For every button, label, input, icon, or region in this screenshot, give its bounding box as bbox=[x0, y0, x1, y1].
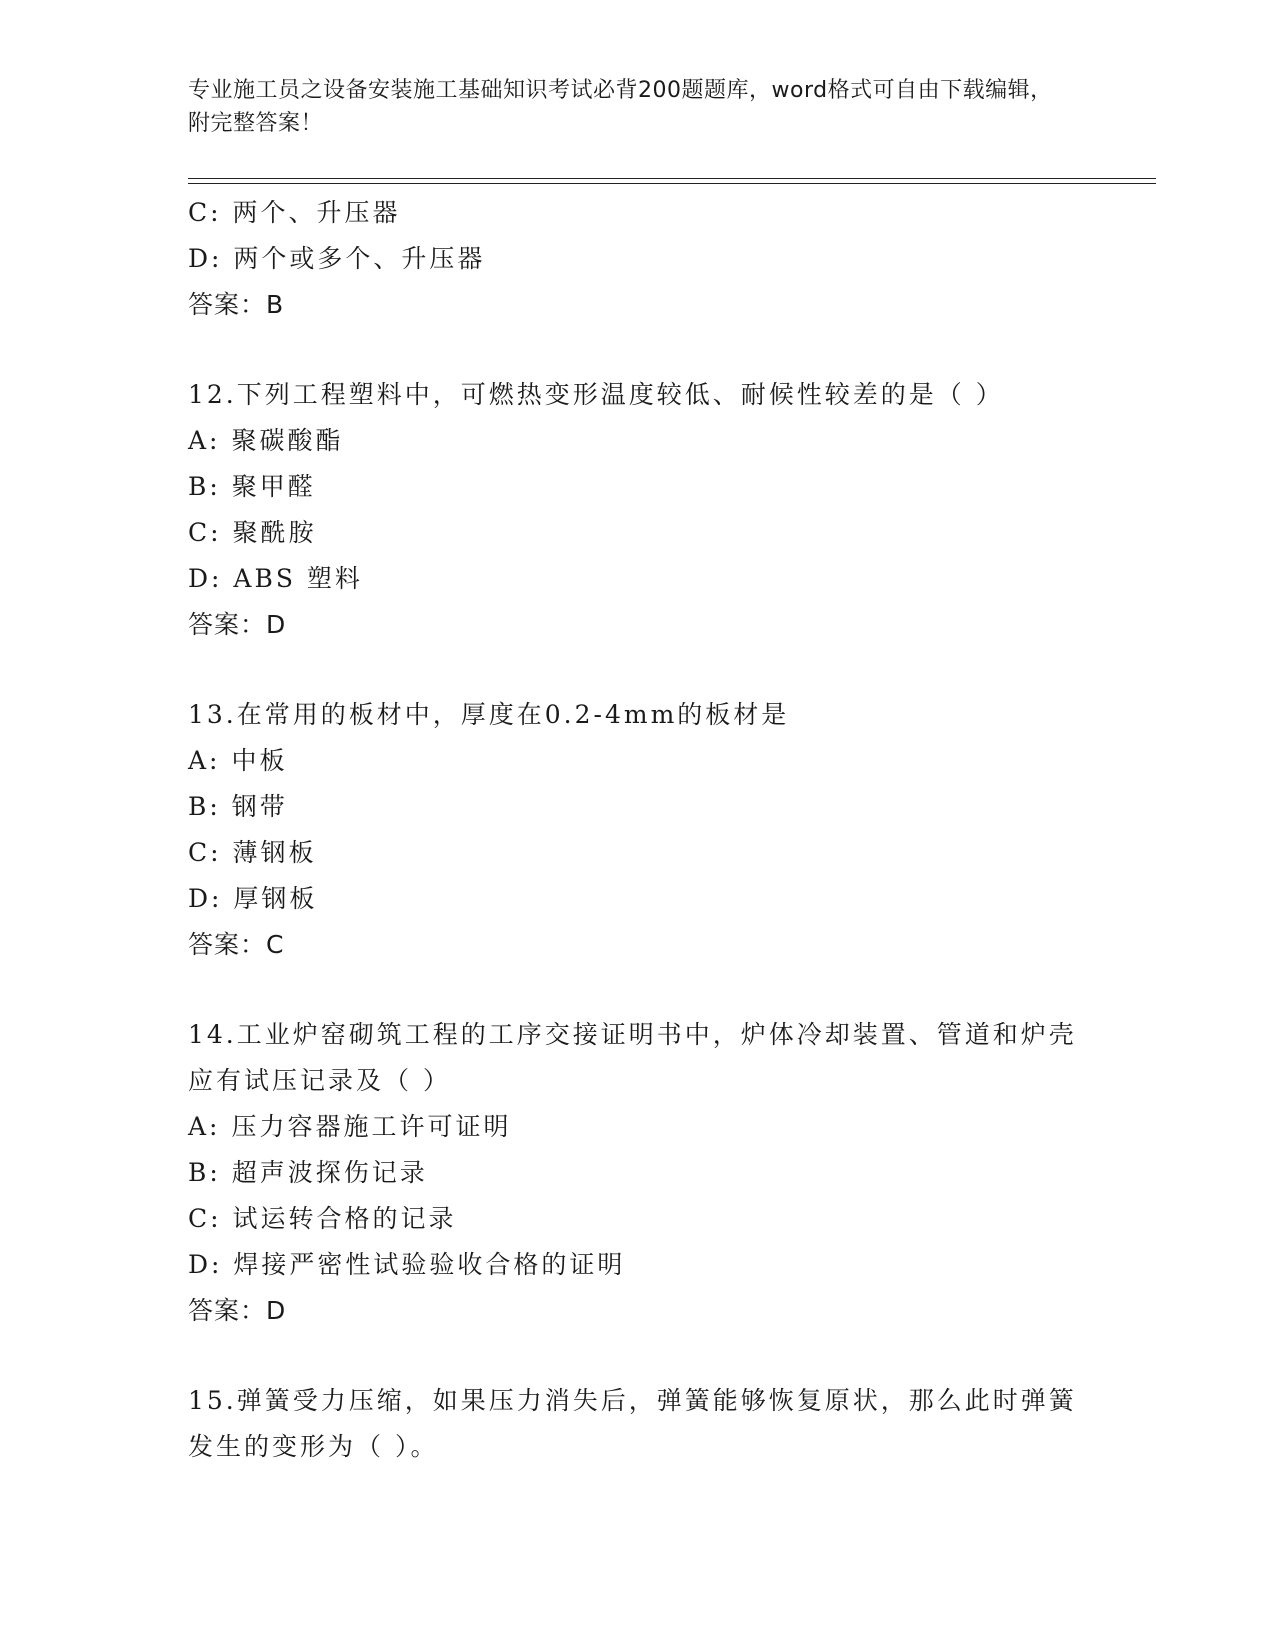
option-d: D: 两个或多个、升压器 bbox=[188, 244, 486, 273]
question-stem: 14.工业炉窑砌筑工程的工序交接证明书中，炉体冷却装置、管道和炉壳应有试压记录及（ ） bbox=[188, 1020, 1077, 1095]
answer-line: 答案：D bbox=[188, 1296, 287, 1325]
question-15 bbox=[188, 1378, 1088, 1470]
question-list bbox=[188, 190, 1088, 1470]
header-rule-bottom bbox=[188, 183, 1156, 184]
question-stem: 13.在常用的板材中，厚度在0.2-4mm的板材是 bbox=[188, 700, 790, 729]
option-c: C: 聚酰胺 bbox=[188, 518, 317, 547]
question-12 bbox=[188, 372, 1088, 648]
option-c: C: 薄钢板 bbox=[188, 838, 317, 867]
option-d: D: ABS 塑料 bbox=[188, 564, 363, 593]
option-d: D: 厚钢板 bbox=[188, 884, 318, 913]
option-c: C: 两个、升压器 bbox=[188, 198, 401, 227]
header-rule-top bbox=[188, 178, 1156, 179]
page-header-title: 专业施工员之设备安装施工基础知识考试必背200题题库，word格式可自由下载编辑，附完整答案！ bbox=[188, 78, 1053, 136]
option-b: B: 钢带 bbox=[188, 792, 288, 821]
option-a: A: 聚碳酸酯 bbox=[188, 426, 344, 455]
question-13 bbox=[188, 692, 1088, 968]
answer-line: 答案：C bbox=[188, 930, 285, 959]
question-stem: 12.下列工程塑料中，可燃热变形温度较低、耐候性较差的是（ ） bbox=[188, 380, 1004, 409]
option-a: A: 中板 bbox=[188, 746, 288, 775]
question-14 bbox=[188, 1012, 1088, 1334]
question-stem: 15.弹簧受力压缩，如果压力消失后，弹簧能够恢复原状，那么此时弹簧发生的变形为（ ）。 bbox=[188, 1386, 1077, 1461]
option-b: B: 聚甲醛 bbox=[188, 472, 316, 501]
option-a: A: 压力容器施工许可证明 bbox=[188, 1112, 512, 1141]
option-c: C: 试运转合格的记录 bbox=[188, 1204, 457, 1233]
option-d: D: 焊接严密性试验验收合格的证明 bbox=[188, 1250, 626, 1279]
option-b: B: 超声波探伤记录 bbox=[188, 1158, 428, 1187]
answer-line: 答案：B bbox=[188, 290, 285, 319]
question-11-partial bbox=[188, 190, 1088, 328]
answer-line: 答案：D bbox=[188, 610, 287, 639]
